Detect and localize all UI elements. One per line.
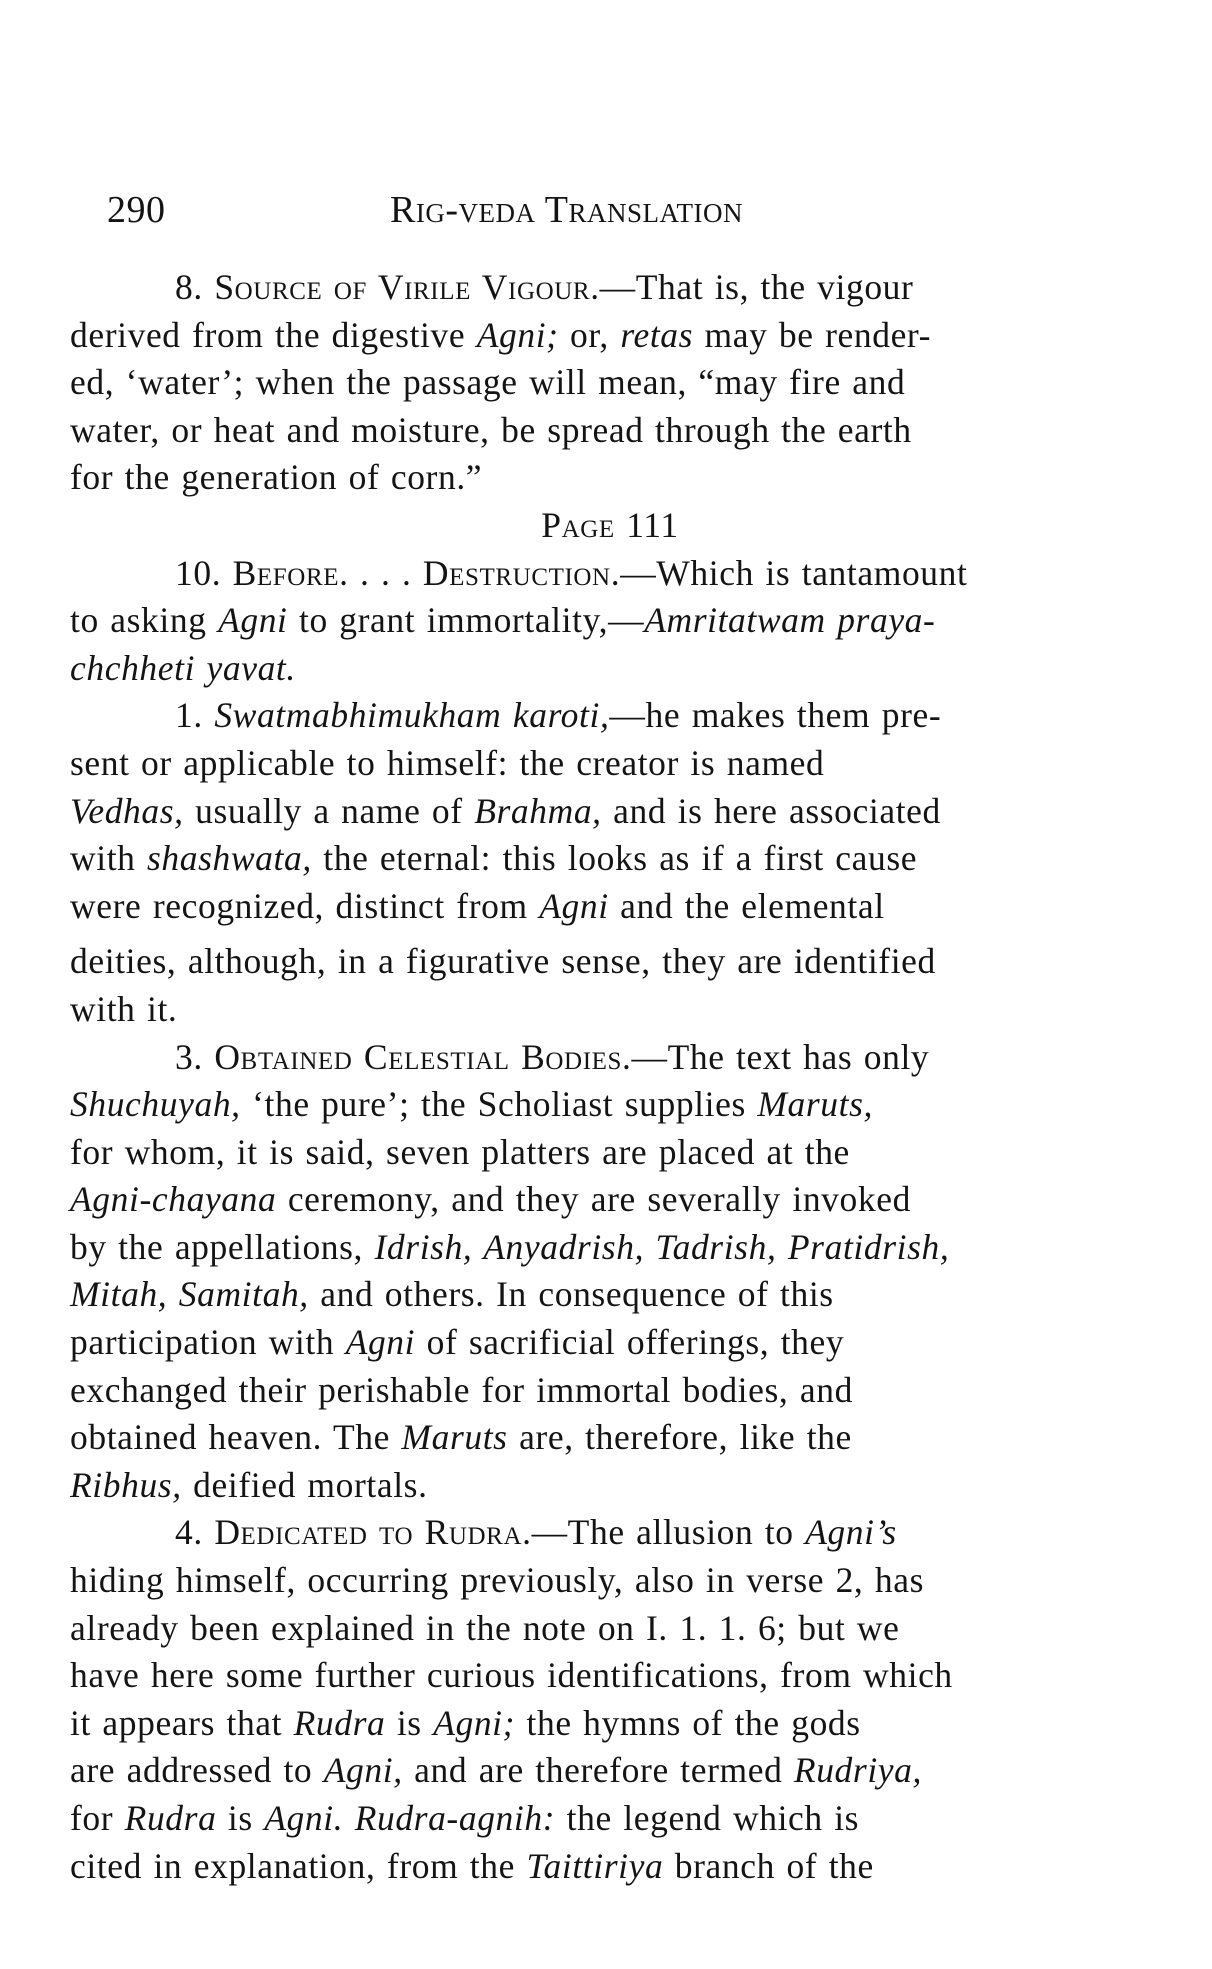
page-number: 290 bbox=[107, 189, 166, 231]
italic-term: Rudra-agnih: bbox=[354, 1798, 556, 1838]
text-line bbox=[70, 883, 1110, 931]
italic-term: Mitah, Samitah, bbox=[70, 1274, 309, 1315]
text-span: the eternal: this looks as if a first cause bbox=[311, 838, 918, 879]
text-line bbox=[70, 1081, 1110, 1129]
italic-term: Agni bbox=[539, 885, 609, 926]
text-line: hiding himself, occurring previously, also in verse 2, has bbox=[70, 1560, 924, 1601]
text-span: with bbox=[70, 838, 147, 879]
text-span: derived from the digestive bbox=[70, 314, 477, 355]
text-line: water, or heat and moisture, be spread through the earth bbox=[70, 409, 912, 450]
text-span: may be render- bbox=[693, 314, 932, 355]
italic-term: Maruts, bbox=[757, 1084, 873, 1125]
text-line: ed, ‘water’; when the passage will mean, “may fire and bbox=[70, 362, 906, 403]
text-span: the hymns of the gods bbox=[515, 1702, 861, 1743]
text-span: is bbox=[385, 1702, 434, 1743]
note-heading: Before. . . . Destruction. bbox=[232, 552, 621, 593]
note-number: 10. bbox=[175, 552, 233, 593]
italic-term: Agni. bbox=[264, 1798, 344, 1838]
text-line bbox=[70, 1176, 1110, 1224]
text-line bbox=[70, 645, 1110, 693]
text-line bbox=[70, 312, 1110, 360]
italic-term: Agni, bbox=[323, 1750, 403, 1791]
text-span: to asking bbox=[70, 600, 219, 641]
text-line: have here some further curious identifications, from which bbox=[70, 1655, 953, 1696]
italic-term: Agni’s bbox=[805, 1512, 897, 1553]
italic-term: Amritatwam praya- bbox=[644, 600, 936, 641]
text-line bbox=[70, 1747, 1110, 1795]
text-line: for the generation of corn.” bbox=[70, 457, 483, 498]
text-line bbox=[70, 788, 1110, 836]
note-number: 1. bbox=[175, 695, 215, 736]
text-span: the legend which is bbox=[555, 1798, 860, 1838]
text-span: —The allusion to bbox=[531, 1512, 806, 1553]
italic-term: Agni; bbox=[476, 314, 559, 355]
note-number: 8. bbox=[175, 267, 215, 307]
text-line: sent or applicable to himself: the creator is named bbox=[70, 742, 825, 783]
italic-term: Agni-chayana bbox=[70, 1179, 277, 1220]
italic-term: Idrish, Anyadrish, Tadrish, Pratidrish, bbox=[374, 1226, 950, 1267]
text-line: with it. bbox=[70, 988, 178, 1029]
text-span: ceremony, and they are severally invoked bbox=[276, 1179, 911, 1220]
italic-term: Taittiriya bbox=[526, 1845, 664, 1886]
italic-term: Agni bbox=[345, 1322, 416, 1363]
text-span: —The text has only bbox=[631, 1036, 930, 1077]
text-line bbox=[70, 1843, 1110, 1891]
text-line bbox=[70, 1795, 1110, 1843]
page-reference-heading: Page 111 bbox=[541, 504, 679, 545]
text-span: and is here associated bbox=[601, 790, 941, 831]
italic-term: shashwata, bbox=[147, 838, 312, 879]
note-3-line bbox=[70, 1034, 1110, 1082]
text-span: cited in explanation, from the bbox=[70, 1845, 527, 1886]
note-4-line bbox=[70, 1509, 1110, 1557]
text-span: and are therefore termed bbox=[402, 1750, 794, 1791]
text-line: already been explained in the note on I. 1. 1. 6; but we bbox=[70, 1607, 900, 1648]
text-line: deities, although, in a figurative sense, they are identified bbox=[70, 941, 936, 982]
text-span: —Which is tantamount bbox=[620, 552, 968, 593]
italic-term: Rudriya, bbox=[793, 1750, 922, 1791]
italic-term: Rudra bbox=[124, 1798, 217, 1838]
text-line bbox=[70, 1319, 1110, 1367]
text-span: and others. In consequence of this bbox=[308, 1274, 834, 1315]
italic-term: Shuchuyah, bbox=[70, 1084, 241, 1125]
note-number: 4. bbox=[175, 1512, 215, 1553]
text-span: were recognized, distinct from bbox=[70, 885, 540, 926]
text-line bbox=[70, 1700, 1110, 1748]
text-span: participation with bbox=[70, 1322, 346, 1363]
text-line bbox=[70, 597, 1110, 645]
text-span: obtained heaven. The bbox=[70, 1417, 402, 1458]
italic-term: Ribhus, bbox=[70, 1464, 182, 1505]
italic-term: Swatmabhimukham karoti, bbox=[214, 695, 610, 736]
italic-term: chchheti yavat. bbox=[70, 647, 296, 688]
text-span: deified mortals. bbox=[181, 1464, 428, 1505]
text-span: are addressed to bbox=[70, 1750, 324, 1791]
italic-term: Brahma, bbox=[474, 790, 602, 831]
text-span: is bbox=[216, 1798, 265, 1838]
note-heading: Obtained Celestial Bodies. bbox=[214, 1036, 632, 1077]
text-span: are, therefore, like the bbox=[507, 1417, 852, 1458]
text-line bbox=[70, 1271, 1110, 1319]
text-span: usually a name of bbox=[183, 790, 475, 831]
italic-term: Agni bbox=[218, 600, 288, 641]
text-span: ‘the pure’; the Scholiast supplies bbox=[240, 1084, 758, 1125]
text-span: to grant immortality,— bbox=[287, 600, 645, 641]
text-span: of sacrificial offerings, they bbox=[415, 1322, 845, 1363]
text-line bbox=[70, 1414, 1110, 1462]
text-line: for whom, it is said, seven platters are placed at the bbox=[70, 1131, 850, 1172]
text-line: exchanged their perishable for immortal bodies, and bbox=[70, 1369, 853, 1410]
note-1-line bbox=[70, 692, 1110, 740]
italic-term: Agni; bbox=[433, 1702, 516, 1743]
note-10-line bbox=[70, 550, 1110, 598]
running-title: Rig-veda Translation bbox=[390, 189, 744, 231]
italic-term: Vedhas, bbox=[70, 790, 184, 831]
text-line bbox=[70, 1224, 1110, 1272]
text-line bbox=[70, 835, 1110, 883]
text-span: or, bbox=[558, 314, 621, 355]
text-span: and the elemental bbox=[608, 885, 885, 926]
text-span: by the appellations, bbox=[70, 1226, 375, 1267]
italic-term: Rudra bbox=[293, 1702, 386, 1743]
note-8-line bbox=[70, 264, 1110, 312]
italic-term: Maruts bbox=[401, 1417, 508, 1458]
text-span: branch of the bbox=[663, 1845, 874, 1886]
text-span: it appears that bbox=[70, 1702, 294, 1743]
note-heading: Dedicated to Rudra. bbox=[214, 1512, 532, 1553]
page-body bbox=[70, 264, 1110, 1890]
text-span: —That is, the vigour bbox=[599, 267, 914, 307]
note-heading: Source of Virile Vigour. bbox=[214, 267, 600, 307]
text-span: for bbox=[70, 1798, 125, 1838]
text-line bbox=[70, 1462, 1110, 1510]
note-number: 3. bbox=[175, 1036, 215, 1077]
text-span: —he makes them pre- bbox=[609, 695, 942, 736]
italic-term: retas bbox=[620, 314, 694, 355]
text-span bbox=[343, 1798, 354, 1838]
